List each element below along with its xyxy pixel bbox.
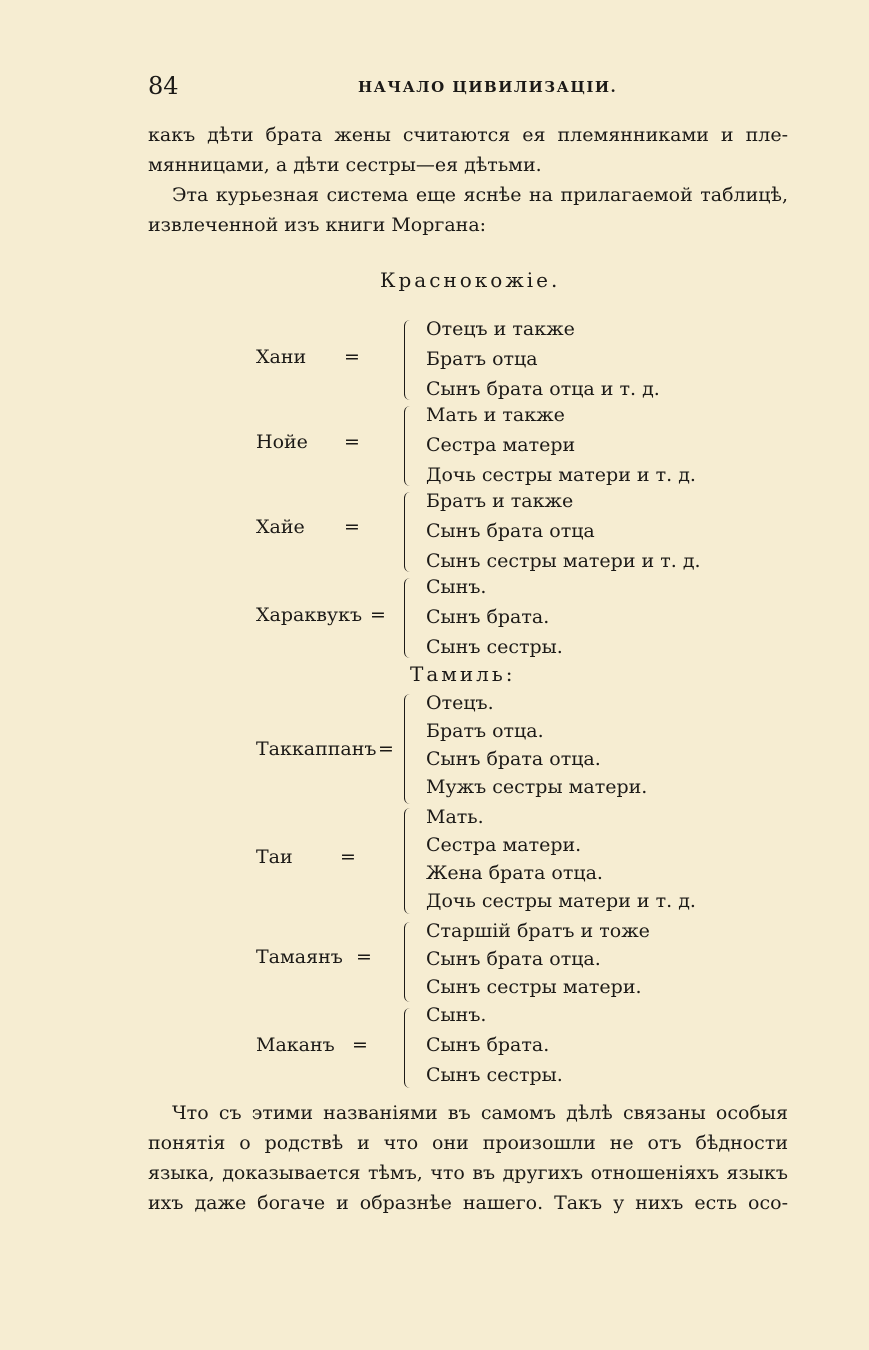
intro-paragraph [148,120,788,240]
closing-line: ихъ даже богаче и образнѣе нашего. Такъ у нихъ есть осо- [148,1192,788,1214]
kinship-meaning: Сынъ сестры. [426,1064,563,1086]
equals-sign: = [344,346,360,368]
closing-line: Что съ этими названіями въ самомъ дѣлѣ связаны особыя [172,1102,788,1124]
kinship-meaning: Сынъ. [426,1004,487,1026]
kinship-meaning: Мать и также [426,404,565,426]
equals-sign: = [356,946,372,968]
kinship-meaning: Жена брата отца. [426,862,603,884]
page-header [148,72,788,108]
brace [404,406,413,486]
kinship-meaning: Сынъ брата. [426,1034,550,1056]
kinship-meaning: Отецъ и также [426,318,575,340]
kinship-meaning: Сынъ брата отца и т. д. [426,378,660,400]
kinship-term: Таи [256,846,293,868]
kinship-term: Таккаппанъ [256,738,377,760]
kinship-meaning: Сынъ брата отца [426,520,595,542]
equals-sign: = [378,738,394,760]
closing-line: понятія о родствѣ и что они произошли не отъ бѣдности [148,1132,788,1154]
kinship-term: Тамаянъ [256,946,343,968]
page-number: 84 [148,72,179,100]
kinship-meaning: Мать. [426,806,484,828]
equals-sign: = [370,604,386,626]
running-title: НАЧАЛО ЦИВИЛИЗАЦІИ. [358,78,618,96]
kinship-meaning: Сынъ. [426,576,487,598]
kinship-meaning: Сестра матери [426,434,576,456]
kinship-meaning: Сынъ брата отца. [426,948,601,970]
equals-sign: = [344,431,360,453]
brace [404,1008,413,1088]
section-heading-tamil: Тамиль: [410,662,516,686]
kinship-meaning: Сынъ брата. [426,606,550,628]
equals-sign: = [344,516,360,538]
kinship-meaning: Братъ отца. [426,720,544,742]
kinship-term: Хайе [256,516,305,538]
kinship-meaning: Дочь сестры матери и т. д. [426,890,696,912]
kinship-meaning: Отецъ. [426,692,494,714]
kinship-meaning: Сестра матери. [426,834,582,856]
intro-line: мянницами, а дѣти сестры—ея дѣтьми. [148,154,542,176]
brace [404,808,413,914]
equals-sign: = [340,846,356,868]
kinship-meaning: Сынъ сестры. [426,636,563,658]
brace [404,492,413,572]
intro-line: извлеченной изъ книги Моргана: [148,214,487,236]
kinship-meaning: Сынъ брата отца. [426,748,601,770]
kinship-term: Хараквукъ [256,604,363,626]
kinship-meaning: Братъ и также [426,490,574,512]
intro-line: какъ дѣти брата жены считаются ея племянниками и пле- [148,124,788,146]
closing-paragraph [148,1098,788,1218]
kinship-term: Маканъ [256,1034,335,1056]
brace [404,320,413,400]
brace [404,578,413,658]
kinship-term: Нойе [256,431,308,453]
kinship-term: Хани [256,346,307,368]
closing-line: языка, доказывается тѣмъ, что въ другихъ отношеніяхъ языкъ [148,1162,788,1184]
kinship-meaning: Мужъ сестры матери. [426,776,648,798]
intro-line: Эта курьезная система еще яснѣе на прилагаемой таблицѣ, [172,184,788,206]
kinship-meaning: Старшій братъ и тоже [426,920,650,942]
kinship-meaning: Дочь сестры матери и т. д. [426,464,696,486]
kinship-meaning: Братъ отца [426,348,538,370]
kinship-meaning: Сынъ сестры матери и т. д. [426,550,701,572]
section-heading-redskins: Краснокожіе. [380,268,561,292]
brace [404,694,413,804]
equals-sign: = [352,1034,368,1056]
kinship-meaning: Сынъ сестры матери. [426,976,642,998]
brace [404,922,413,1002]
